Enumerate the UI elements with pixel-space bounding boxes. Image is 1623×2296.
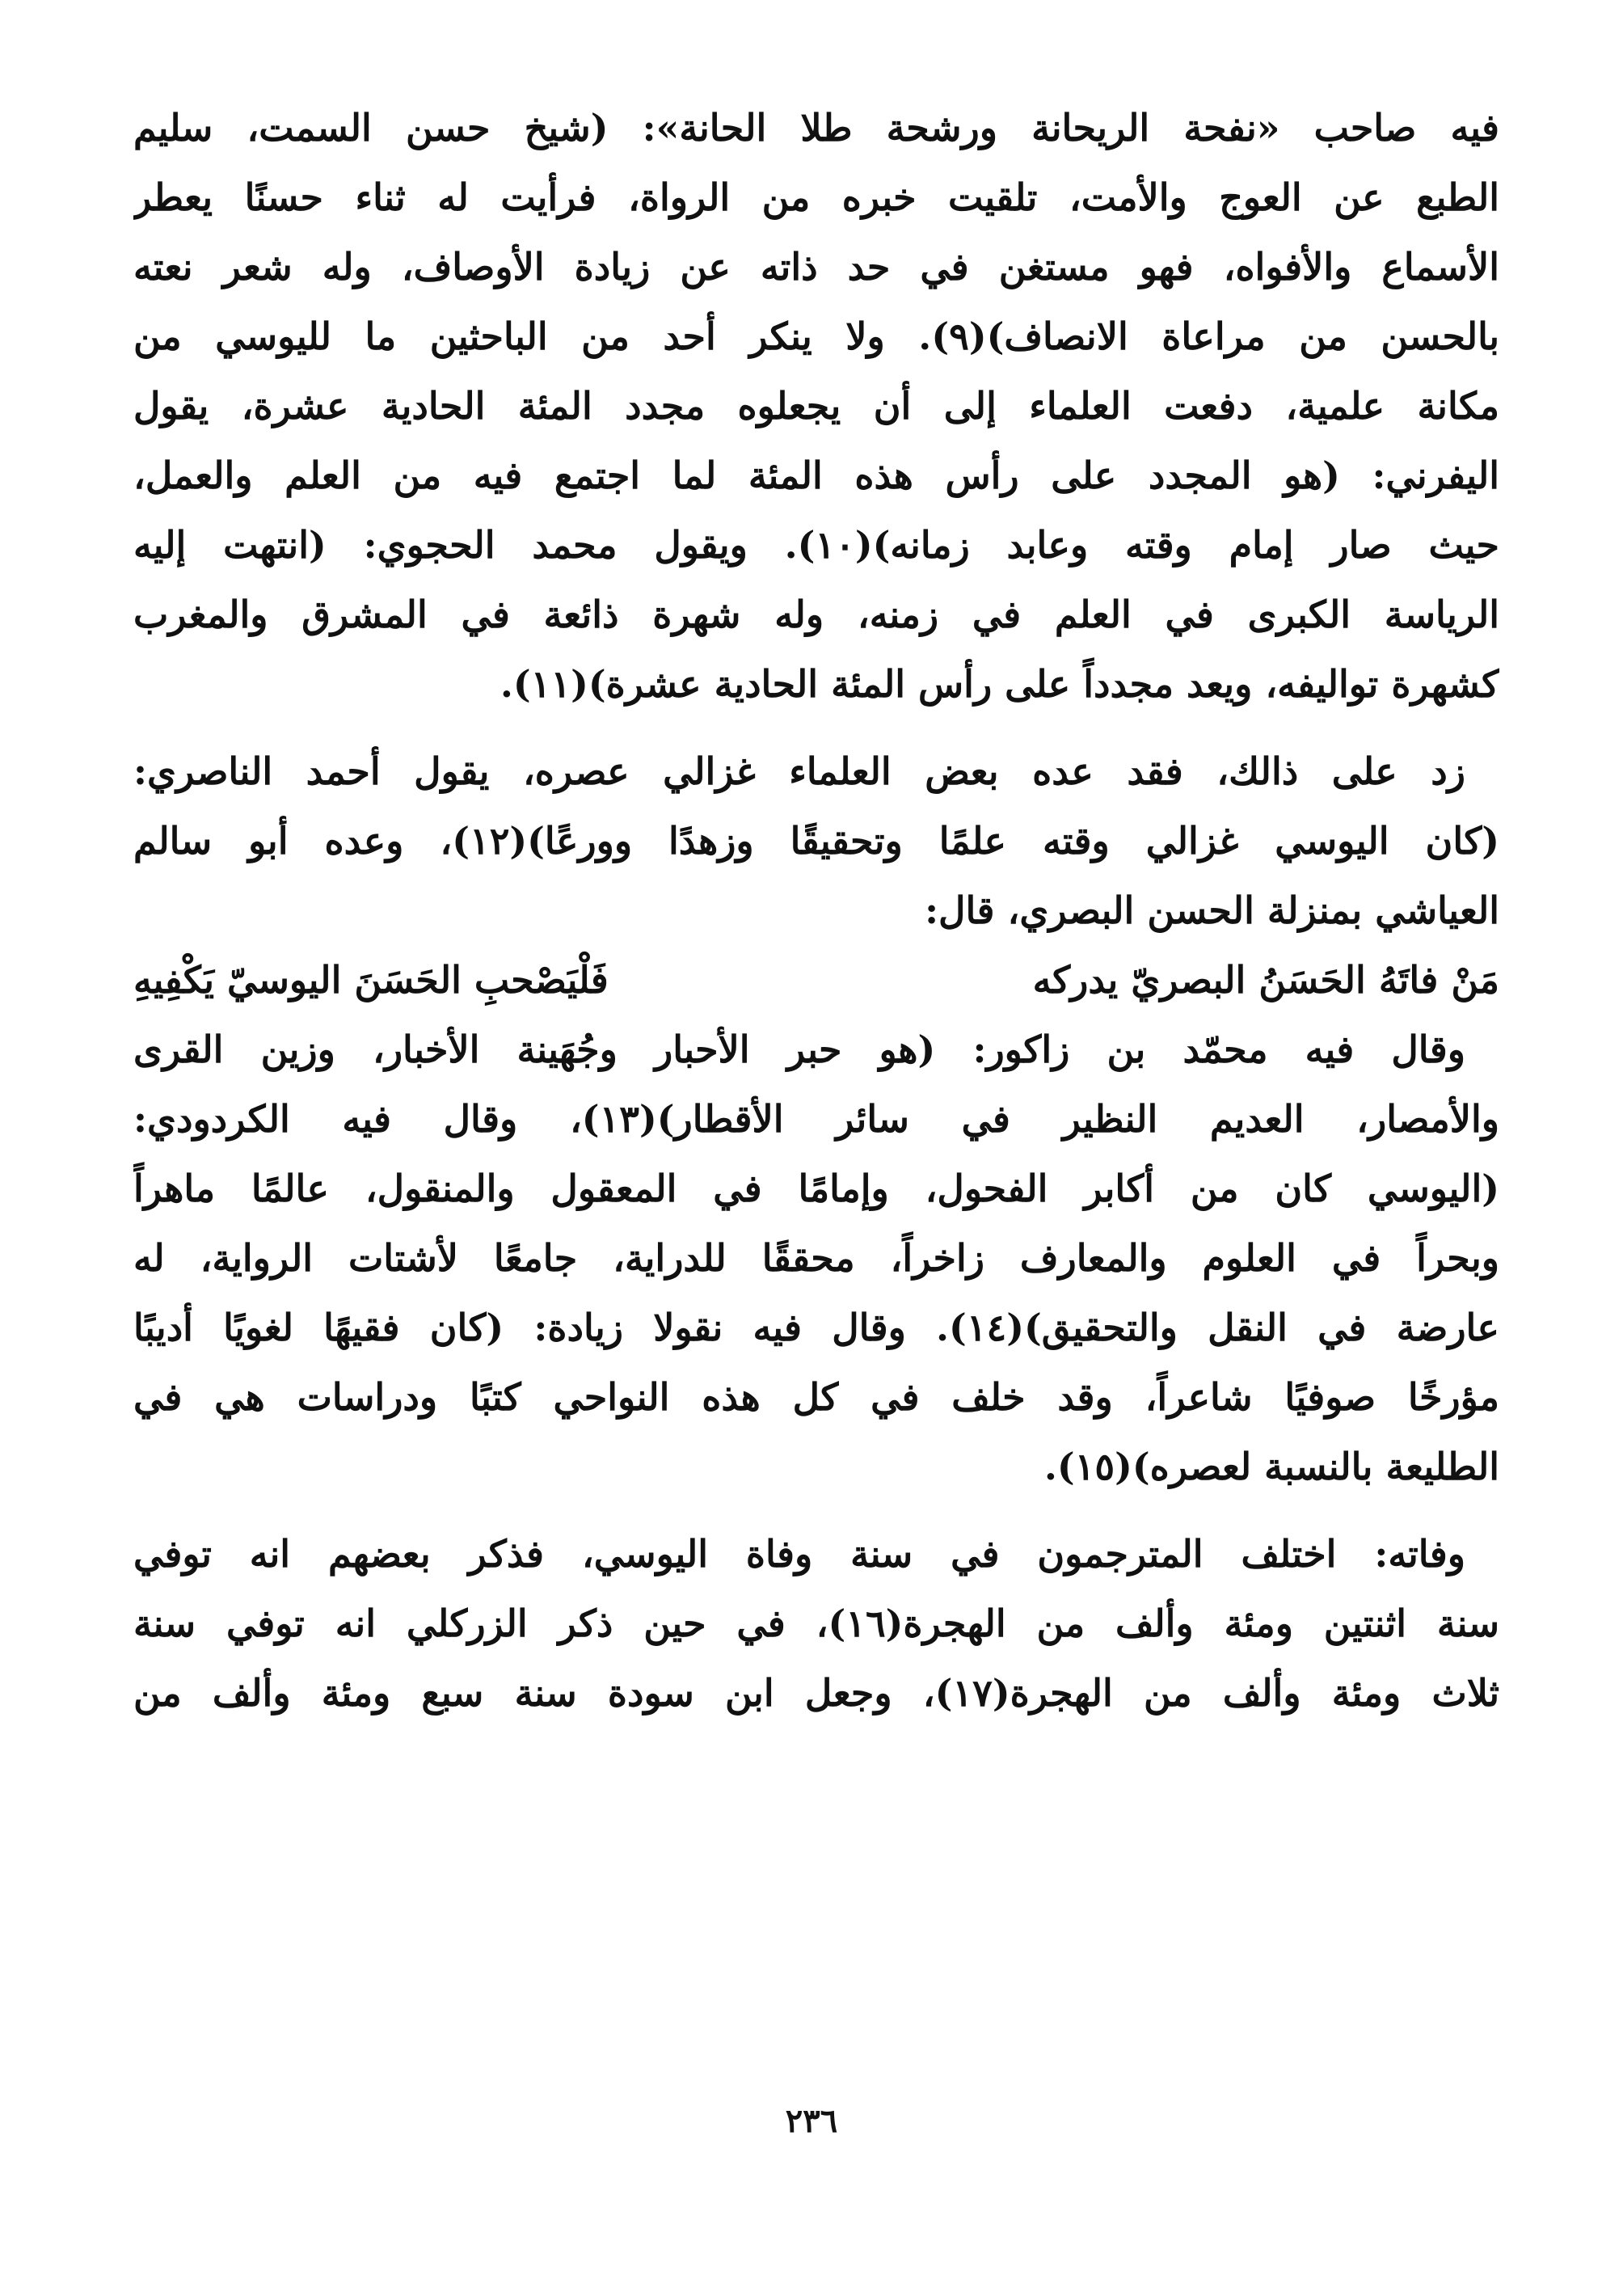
text-line: الرياسة الكبرى في العلم في زمنه، وله شهرة ذائعة في المشرق والمغرب xyxy=(133,593,1499,636)
section-heading: وفاته: xyxy=(1374,1532,1466,1576)
text-line: كشهرة تواليفه، ويعد مجدداً على رأس المئة الحادية عشرة)(١١). xyxy=(500,662,1499,706)
text-line xyxy=(133,1519,1499,1589)
text-line: والأمصار، العديم النظير في سائر الأقطار)(١٣)، وقال فيه الكردودي: xyxy=(133,1097,1499,1141)
text-line: فيه صاحب «نفحة الريحانة ورشحة طلا الحانة»: (شيخ حسن السمت، سليم xyxy=(133,106,1499,150)
paragraph-1 xyxy=(133,93,1499,719)
verse-hemistich-first: مَنْ فاتَهُ الحَسَنُ البصريّ يدركه xyxy=(1032,958,1499,1002)
paragraph-2 xyxy=(133,736,1499,945)
text-line: وقال فيه محمّد بن زاكور: (هو حبر الأحبار وجُهَينة الأخبار، وزين القرى xyxy=(133,1028,1465,1071)
text-line: (كان اليوسي غزالي وقته علمًا وتحقيقًا وزهدًا وورعًا)(١٢)، وعده أبو سالم xyxy=(133,819,1499,863)
text-line: العياشي بمنزلة الحسن البصري، قال: xyxy=(925,888,1499,932)
text-line: عارضة في النقل والتحقيق)(١٤). وقال فيه نقولا زيادة: (كان فقيهًا لغويًا أديبًا xyxy=(133,1306,1499,1349)
text-line: (اليوسي كان من أكابر الفحول، وإمامًا في المعقول والمنقول، عالمًا ماهراً xyxy=(133,1167,1499,1210)
paragraph-3 xyxy=(133,1015,1499,1501)
text-line: ثلاث ومئة وألف من الهجرة(١٧)، وجعل ابن سودة سنة سبع ومئة وألف من xyxy=(133,1671,1499,1715)
text-line: وبحراً في العلوم والمعارف زاخراً، محققًا للدراية، جامعًا لأشتات الرواية، له xyxy=(133,1236,1499,1280)
page-body xyxy=(133,93,1499,1728)
text-line: اليفرني: (هو المجدد على رأس هذه المئة لما اجتمع فيه من العلم والعمل، xyxy=(133,454,1499,497)
text-line: الطبع عن العوج والأمت، تلقيت خبره من الرواة، فرأيت له ثناء حسنًا يعطر xyxy=(133,175,1499,219)
text-line: الطليعة بالنسبة لعصره)(١٥). xyxy=(1043,1445,1499,1488)
text-line: الأسماع والأفواه، فهو مستغن في حد ذاته عن زيادة الأوصاف، وله شعر نعته xyxy=(133,245,1499,289)
text-line: مكانة علمية، دفعت العلماء إلى أن يجعلوه مجدد المئة الحادية عشرة، يقول xyxy=(133,384,1499,428)
verse-hemistich-second: فَلْيَصْحبِ الحَسَنَ اليوسيّ يَكْفِيهِ xyxy=(133,958,609,1002)
text-run: اختلف المترجمون في سنة وفاة اليوسي، فذكر بعضهم انه توفي xyxy=(133,1532,1337,1576)
text-line: بالحسن من مراعاة الانصاف)(٩). ولا ينكر أحد من الباحثين ما لليوسي من xyxy=(133,314,1499,358)
text-line: مؤرخًا صوفيًا شاعراً، وقد خلف في كل هذه النواحي كتبًا ودراسات هي في xyxy=(133,1375,1499,1419)
page-number: ٢٣٦ xyxy=(785,2102,838,2140)
text-line: سنة اثنتين ومئة وألف من الهجرة(١٦)، في حين ذكر الزركلي انه توفي سنة xyxy=(133,1602,1499,1645)
poetry-verse xyxy=(133,945,1499,1015)
text-line: زد على ذالك، فقد عده بعض العلماء غزالي عصره، يقول أحمد الناصري: xyxy=(133,749,1465,793)
paragraph-death xyxy=(133,1519,1499,1728)
text-line: حيث صار إمام وقته وعابد زمانه)(١٠). ويقول محمد الحجوي: (انتهت إليه xyxy=(133,523,1499,567)
